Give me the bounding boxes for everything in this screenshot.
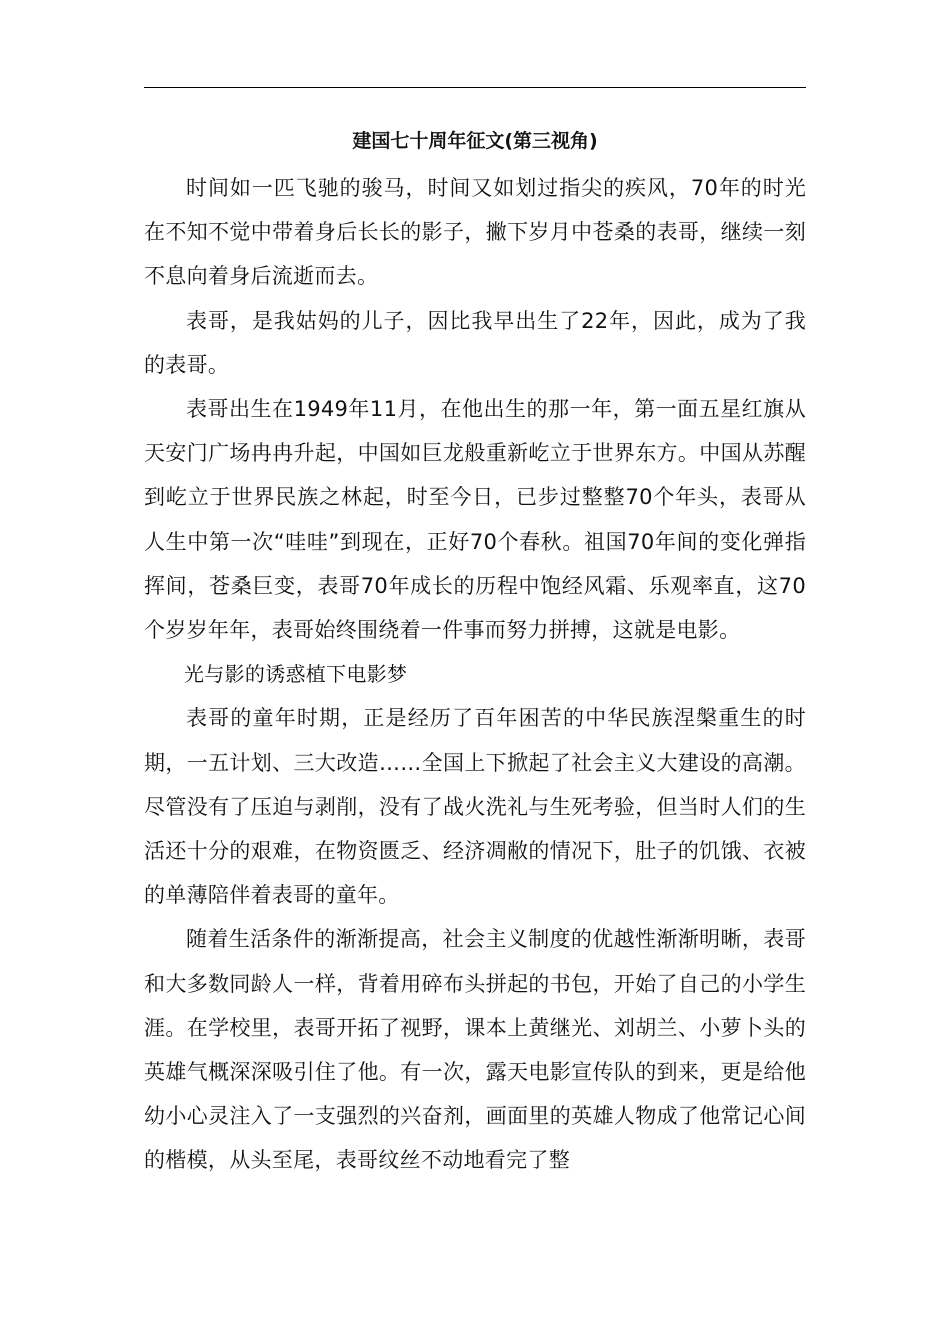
document-title: 建国七十周年征文(第三视角) — [352, 130, 598, 152]
paragraph-school-and-film: 随着生活条件的渐渐提高，社会主义制度的优越性渐渐明晰，表哥和大多数同龄人一样，背着用碎布头拼起的书包，开始了自己的小学生涯。在学校里，表哥开拓了视野，课本上黄继光、刘胡兰、小萝卜头的英雄气概深深吸引住了他。有一次，露天电影宣传队的到来，更是给他幼小心灵注入了一支强烈的兴奋剂，画面里的英雄人物成了他常记心间的楷模，从头至尾，表哥纹丝不动地看完了整 — [144, 927, 806, 1173]
paragraph-childhood: 表哥的童年时期，正是经历了百年困苦的中华民族涅槃重生的时期，一五计划、三大改造……全国上下掀起了社会主义大建设的高潮。尽管没有了压迫与剥削，没有了战火洗礼与生死考验，但当时人们的生活还十分的艰难，在物资匮乏、经济凋敝的情况下，肚子的饥饿、衣被的单薄陪伴着表哥的童年。 — [144, 706, 806, 908]
section-heading-film-dream: 光与影的诱惑植下电影梦 — [184, 662, 408, 687]
paragraph-birth-1949: 表哥出生在1949年11月，在他出生的那一年，第一面五星红旗从天安门广场冉冉升起，中国如巨龙般重新屹立于世界东方。中国从苏醒到屹立于世界民族之林起，时至今日，已步过整整70个年头，表哥从人生中第一次“哇哇”到现在，正好70个春秋。祖国70年间的变化弹指挥间，苍桑巨变，表哥70年成长的历程中饱经风霜、乐观率直，这70个岁岁年年，表哥始终围绕着一件事而努力拼搏，这就是电影。 — [144, 397, 806, 643]
paragraph-cousin-intro: 表哥，是我姑妈的儿子，因比我早出生了22年，因此，成为了我的表哥。 — [144, 308, 806, 377]
document-body — [144, 166, 806, 1183]
header-rule — [144, 87, 806, 88]
paragraph-time-passing: 时间如一匹飞驰的骏马，时间又如划过指尖的疾风，70年的时光在不知不觉中带着身后长长的影子，撇下岁月中苍桑的表哥，继续一刻不息向着身后流逝而去。 — [144, 176, 806, 289]
